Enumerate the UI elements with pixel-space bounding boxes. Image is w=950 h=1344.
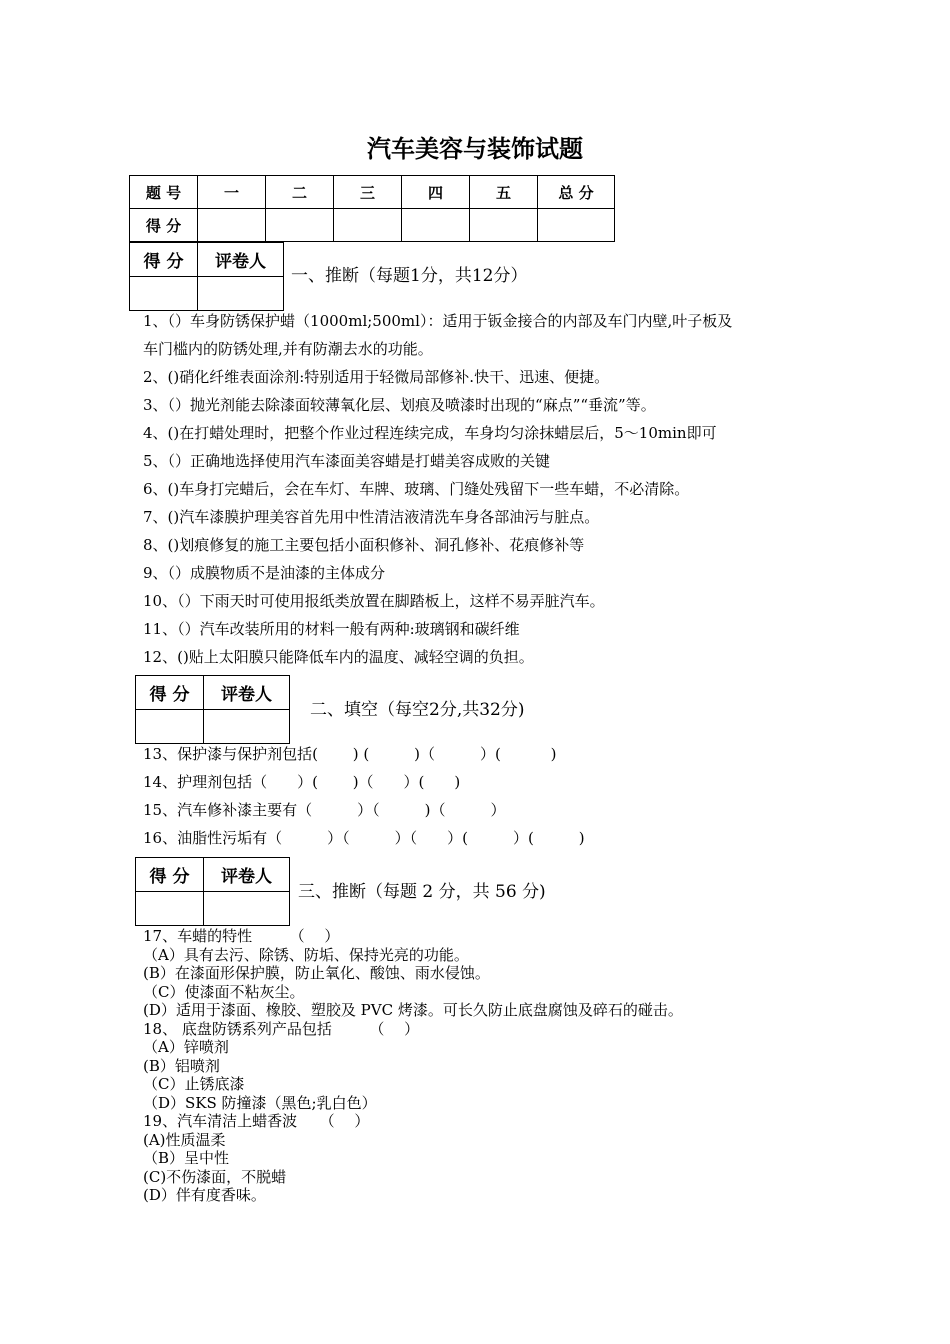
row-label: 得 分: [130, 209, 198, 242]
header-cell: 二: [266, 176, 334, 209]
question-line: 17、车蜡的特性 （ ）: [143, 927, 340, 945]
grader-name-cell[interactable]: [198, 277, 284, 311]
answer-option: (A)性质温柔: [143, 1131, 226, 1149]
grader-label: 评卷人: [198, 243, 284, 277]
score-cell[interactable]: [470, 209, 538, 242]
question-line: 19、汽车清洁上蜡香波 （ ）: [143, 1112, 370, 1130]
header-cell: 一: [198, 176, 266, 209]
question-line: 2、()硝化纤维表面涂剂:特别适用于轻微局部修补.快干、迅速、便捷。: [143, 368, 610, 386]
grader-label: 评卷人: [204, 676, 290, 710]
section-heading: 一、推断（每题1分，共12分）: [291, 266, 528, 286]
answer-option: (D）适用于漆面、橡胶、塑胶及 PVC 烤漆。可长久防止底盘腐蚀及碎石的碰击。: [143, 1001, 683, 1019]
question-line: 4、()在打蜡处理时，把整个作业过程连续完成，车身均匀涂抹蜡层后，5～10min即可: [143, 424, 717, 442]
question-line: 18、 底盘防锈系列产品包括 （ ）: [143, 1020, 420, 1038]
answer-option: (B）在漆面形保护膜，防止氧化、酸蚀、雨水侵蚀。: [143, 964, 490, 982]
grader-score-label: 得 分: [136, 676, 204, 710]
header-cell: 五: [470, 176, 538, 209]
grader-name-cell[interactable]: [204, 892, 290, 926]
answer-option: （B）呈中性: [143, 1149, 230, 1167]
question-line: 6、()车身打完蜡后，会在车灯、车牌、玻璃、门缝处残留下一些车蜡，不必清除。: [143, 480, 690, 498]
score-table: [129, 175, 615, 242]
grader-score-cell[interactable]: [136, 892, 204, 926]
score-table-score-row: [130, 209, 615, 242]
answer-option: (D）伴有度香味。: [143, 1186, 266, 1204]
header-cell: 四: [402, 176, 470, 209]
question-line: 12、()贴上太阳膜只能降低车内的温度、减轻空调的负担。: [143, 648, 534, 666]
answer-option: （A）锌喷剂: [143, 1038, 229, 1056]
grader-box: [135, 675, 290, 744]
question-line: 15、汽车修补漆主要有（ ）（ )（ ）: [143, 801, 506, 819]
grader-box: [129, 242, 284, 311]
question-line: 3、（）抛光剂能去除漆面较薄氧化层、划痕及喷漆时出现的“麻点”“垂流”等。: [143, 396, 656, 414]
score-cell[interactable]: [198, 209, 266, 242]
grader-score-cell[interactable]: [136, 710, 204, 744]
question-line: 1、（）车身防锈保护蜡（1000ml;500ml）：适用于钣金接合的内部及车门内壁,叶子板及: [143, 312, 733, 330]
score-cell[interactable]: [266, 209, 334, 242]
question-line: 车门槛内的防锈处理,并有防潮去水的功能。: [143, 340, 433, 358]
page-title: 汽车美容与装饰试题: [367, 135, 583, 163]
question-line: 16、油脂性污垢有（ ）（ ）（ ）( ）( ): [143, 829, 585, 847]
answer-option: （C）使漆面不粘灰尘。: [143, 983, 305, 1001]
score-cell[interactable]: [538, 209, 615, 242]
score-cell[interactable]: [402, 209, 470, 242]
grader-score-label: 得 分: [130, 243, 198, 277]
grader-label: 评卷人: [204, 858, 290, 892]
section-heading: 三、推断（每题 2 分，共 56 分): [298, 882, 546, 902]
section-heading: 二、填空（每空2分,共32分): [310, 700, 525, 720]
answer-option: （C）止锈底漆: [143, 1075, 245, 1093]
answer-option: (B）铝喷剂: [143, 1057, 220, 1075]
header-cell: 三: [334, 176, 402, 209]
score-cell[interactable]: [334, 209, 402, 242]
score-table-header-row: [130, 176, 615, 209]
grader-box: [135, 857, 290, 926]
header-cell: 题 号: [130, 176, 198, 209]
grader-score-label: 得 分: [136, 858, 204, 892]
grader-score-cell[interactable]: [130, 277, 198, 311]
question-line: 8、()划痕修复的施工主要包括小面积修补、洞孔修补、花痕修补等: [143, 536, 585, 554]
question-line: 11、（）汽车改装所用的材料一般有两种:玻璃钢和碳纤维: [143, 620, 520, 638]
question-line: 13、保护漆与保护剂包括( ) ( )（ ）( ): [143, 745, 557, 763]
question-line: 5、（）正确地选择使用汽车漆面美容蜡是打蜡美容成败的关键: [143, 452, 551, 470]
answer-option: (C)不伤漆面，不脱蜡: [143, 1168, 287, 1186]
grader-name-cell[interactable]: [204, 710, 290, 744]
answer-option: （D）SKS 防撞漆（黑色;乳白色）: [143, 1094, 377, 1112]
header-cell: 总 分: [538, 176, 615, 209]
question-line: 10、（）下雨天时可使用报纸类放置在脚踏板上，这样不易弄脏汽车。: [143, 592, 605, 610]
question-line: 9、（）成膜物质不是油漆的主体成分: [143, 564, 386, 582]
answer-option: （A）具有去污、除锈、防垢、保持光亮的功能。: [143, 946, 469, 964]
question-line: 7、()汽车漆膜护理美容首先用中性清洁液清洗车身各部油污与脏点。: [143, 508, 600, 526]
question-line: 14、护理剂包括（ ）( )（ ）( ): [143, 773, 461, 791]
